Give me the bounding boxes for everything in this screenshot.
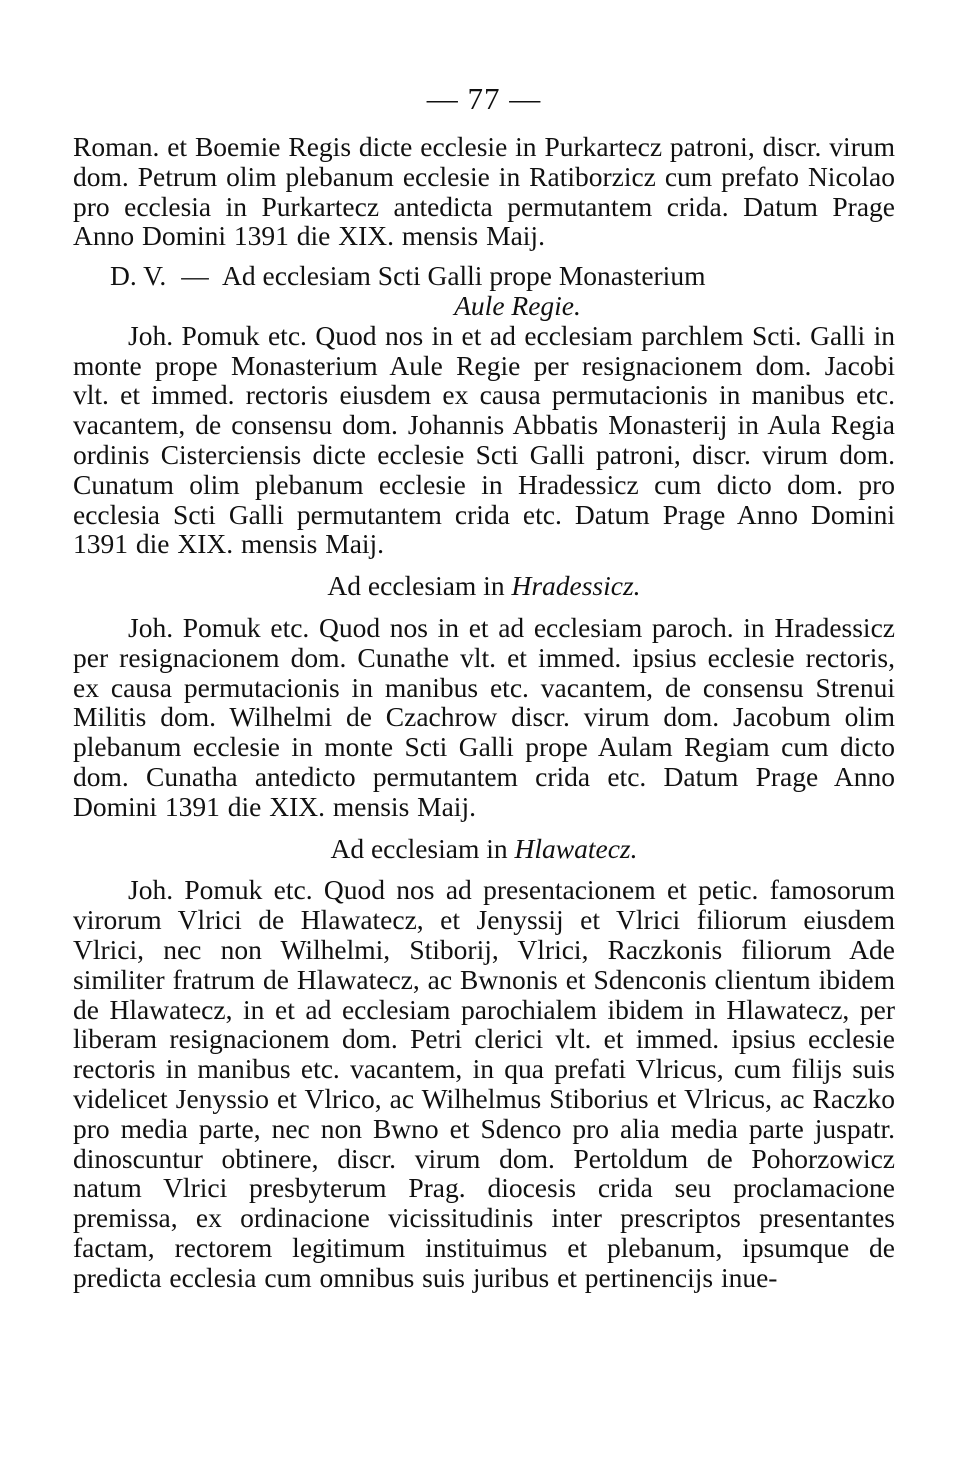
paragraph-hradessicz: Joh. Pomuk etc. Quod nos in et ad ecclesiam paroch. in Hradessicz per resignacionem dom. Cunathe vlt. et immed. ipsius ecclesie rectoris, ex causa permutacionis in manibus etc. vacantem, de consensu Strenui Militis dom. Wilhelmi de Czachrow discr. virum dom. Jacobum olim plebanum ecclesie in monte Scti Galli prope Aulam Regiam cum dicto dom. Cunatha antedicto permutantem crida etc. Datum Prage Anno Domini 1391 die XIX. mensis Maij. <box>73 611 895 822</box>
heading-title-place: Hradessicz. <box>511 570 641 602</box>
section-heading-hlawatecz <box>73 834 895 864</box>
heading-title: Ad ecclesiam Scti Galli prope Monasterium <box>222 260 706 292</box>
paragraph-continuation: Roman. et Boemie Regis dicte ecclesie in Purkartecz patroni, discr. virum dom. Petrum olim plebanum ecclesie in Ratiborzicz cum prefato Nicolao pro ecclesia in Purkartecz antedicta permutantem crida. Datum Prage Anno Domini 1391 die XIX. mensis Maij. <box>73 131 895 252</box>
section-heading-hradessicz <box>73 571 895 601</box>
heading-subtitle: Aule Regie. <box>454 289 581 321</box>
page-number: — 77 — <box>426 81 542 116</box>
heading-title-prefix: Ad ecclesiam in <box>327 570 505 602</box>
heading-title-place: Hlawatecz. <box>514 832 638 864</box>
section-heading-scti-galli <box>73 261 895 321</box>
section-label: D. V. <box>110 260 167 292</box>
document-page <box>73 82 895 1292</box>
paragraph-hlawatecz: Joh. Pomuk etc. Quod nos ad presentacionem et petic. famosorum virorum Vlrici de Hlawatecz, et Jenyssij et Vlrici filiorum eiusdem Vlrici, nec non Wilhelmi, Stiborij, Vlrici, Raczkonis filiorum Ade similiter fratrum de Hlawatecz, ac Bwnonis et Sdenconis clientum ibidem de Hlawatecz, in et ad ecclesiam parochialem ibidem in Hlawatecz, per liberam resignacionem dom. Petri clerici vlt. et immed. ipsius ecclesie rectoris in manibus etc. vacantem, in qua prefati Vlricus, cum filijs suis videlicet Jenyssio et Vlrico, ac Wilhelmus Stiborius et Vlricus, ac Raczko pro media parte, nec non Bwno et Sdenco pro alia media parte juspatr. dinoscuntur obtinere, discr. virum dom. Pertoldum de Pohorzowicz natum Vlrici presbyterum Prag. diocesis crida seu proclamacione premissa, ex ordinacione vicissitudinis inter prescriptos presentantes factam, rectorem legitimum instituimus et plebanum, ipsumque de predicta ecclesia cum omnibus suis juribus et pertinencijs inue- <box>73 874 895 1293</box>
heading-dash: — <box>181 260 209 292</box>
paragraph-scti-galli: Joh. Pomuk etc. Quod nos in et ad ecclesiam parchlem Scti. Galli in monte prope Monasterium Aule Regie per resignacionem dom. Jacobi vlt. et immed. rectoris eiusdem ex causa permutacionis in manibus etc. vacantem, de consensu dom. Johannis Abbatis Monasterij in Aula Regia ordinis Cisterciensis dicte ecclesie Scti Galli patroni, discr. virum dom. Cunatum olim plebanum ecclesie in Hradessicz cum dicto dom. pro ecclesia Scti Galli permutantem crida etc. Datum Prage Anno Domini 1391 die XIX. mensis Maij. <box>73 319 895 560</box>
heading-title-prefix: Ad ecclesiam in <box>330 832 508 864</box>
